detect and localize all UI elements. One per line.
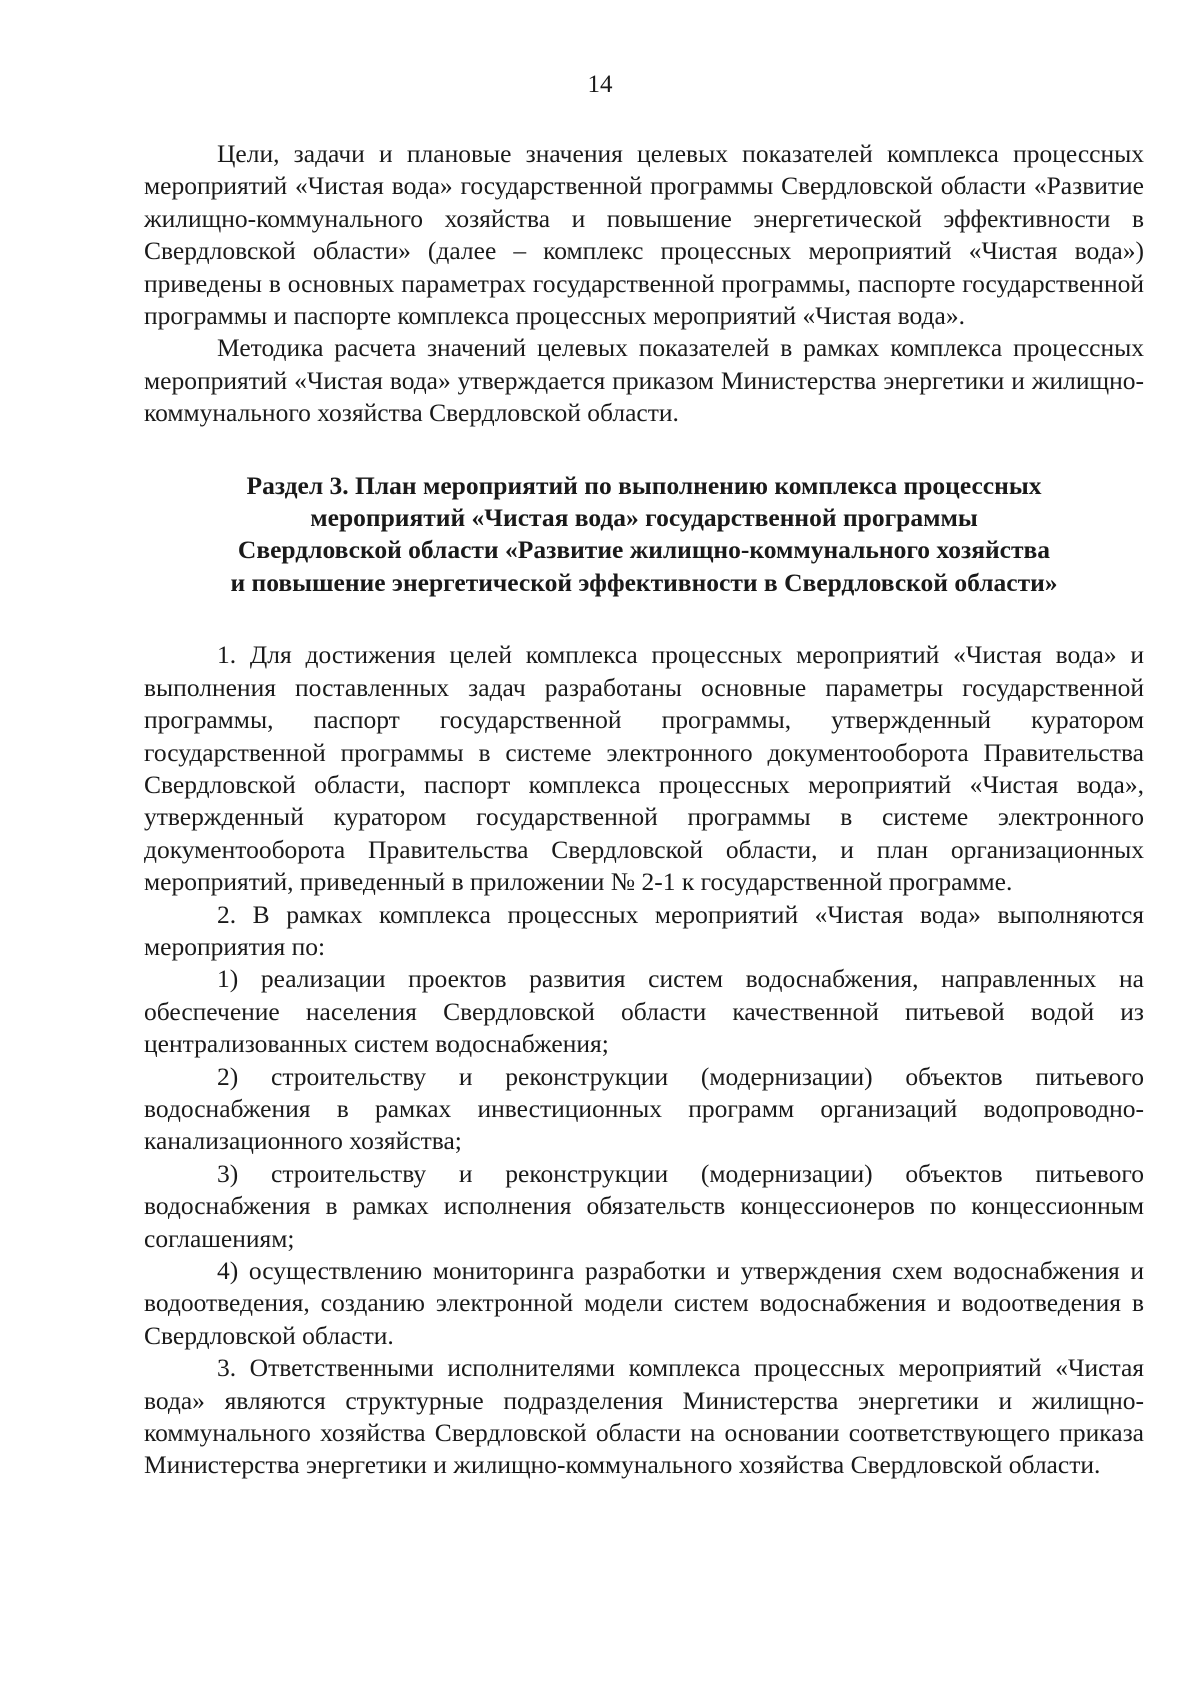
clause-2-item-2: 2) строительству и реконструкции (модернизации) объектов питьевого водоснабжения в рамках инвестиционных программ организаций водопроводно-канализационного хозяйства;: [144, 1061, 1144, 1156]
page-number: 14: [587, 71, 613, 98]
clause-2-item-1: 1) реализации проектов развития систем водоснабжения, направленных на обеспечение населения Свердловской области качественной питьевой водой из централизованных систем водоснабжения;: [144, 964, 1144, 1059]
clause-2-item-4: 4) осуществлению мониторинга разработки и утверждения схем водоснабжения и водоотведения, созданию электронной модели систем водоснабжения и водоотведения в Свердловской области.: [144, 1256, 1144, 1350]
clause-2-paragraph: 2. В рамках комплекса процессных мероприятий «Чистая вода» выполняются мероприятия по:: [144, 899, 1144, 961]
section-heading-line: и повышение энергетической эффективности в Свердловской области»: [230, 567, 1058, 597]
section-heading-line: Свердловской области «Развитие жилищно-коммунального хозяйства: [237, 535, 1051, 565]
section-heading-line: Раздел 3. План мероприятий по выполнению комплекса процессных: [246, 470, 1042, 500]
section-heading-line: мероприятий «Чистая вода» государственной программы: [310, 503, 978, 533]
section-3-heading: [144, 470, 1144, 600]
clause-3-paragraph: 3. Ответственными исполнителями комплекса процессных мероприятий «Чистая вода» являются структурные подразделения Министерства энергетики и жилищно-коммунального хозяйства Свердловской области на основании соответствующего приказа Министерства энергетики и жилищно-коммунального хозяйства Свердловской области.: [144, 1353, 1144, 1480]
document-body: [144, 138, 1144, 1482]
clause-2-item-3: 3) строительству и реконструкции (модернизации) объектов питьевого водоснабжения в рамках исполнения обязательств концессионеров по концессионным соглашениям;: [144, 1158, 1144, 1253]
intro-paragraph-methodology: Методика расчета значений целевых показателей в рамках комплекса процессных мероприятий «Чистая вода» утверждается приказом Министерства энергетики и жилищно-коммунального хозяйства Свердловской области.: [144, 333, 1144, 428]
intro-paragraph-goals: Цели, задачи и плановые значения целевых показателей комплекса процессных мероприятий «Чистая вода» государственной программы Свердловской области «Развитие жилищно-коммунального хозяйства и повышение энергетической эффективности в Свердловской области» (далее – комплекс процессных мероприятий «Чистая вода») приведены в основных параметрах государственной программы, паспорте государственной программы и паспорте комплекса процессных мероприятий «Чистая вода».: [144, 139, 1144, 331]
clause-1-paragraph: 1. Для достижения целей комплекса процессных мероприятий «Чистая вода» и выполнения поставленных задач разработаны основные параметры государственной программы, паспорт государственной программы, утвержденный куратором государственной программы в системе электронного документооборота Правительства Свердловской области, паспорт комплекса процессных мероприятий «Чистая вода», утвержденный куратором государственной программы в системе электронного документооборота Правительства Свердловской области, и план организационных мероприятий, приведенный в приложении № 2-1 к государственной программе.: [144, 640, 1144, 897]
